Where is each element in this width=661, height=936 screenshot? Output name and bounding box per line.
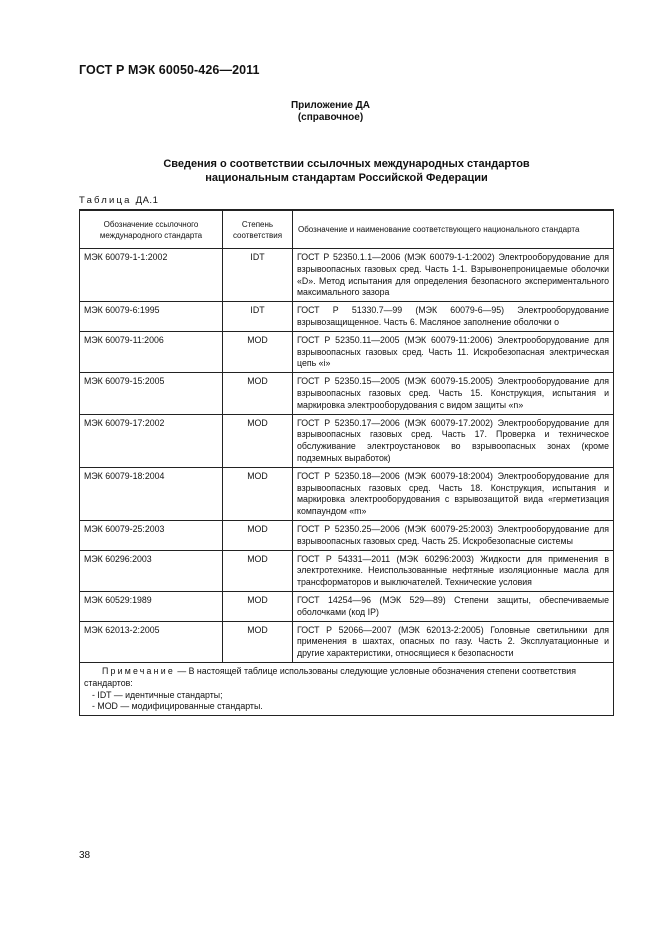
column-header-degree: Степень соответствия xyxy=(223,210,293,249)
section-title-line-1: Сведения о соответствии ссылочных международных стандартов xyxy=(163,158,530,170)
national-standard-cell: ГОСТ Р 52350.11—2005 (МЭК 60079-11:2006) Электрооборудование для взрывоопасных газовых сред. Часть 11. Искробезопасная электрическая цепь «i» xyxy=(293,331,614,372)
degree-cell: IDT xyxy=(223,302,293,332)
table-header-row xyxy=(80,210,614,249)
national-standard-cell: ГОСТ Р 52350.15—2005 (МЭК 60079-15.2005) Электрооборудование для взрывоопасных газовых сред. Часть 15. Конструкция, испытания и маркировка электрооборудования с видом защиты «n» xyxy=(293,373,614,414)
correspondence-table xyxy=(79,209,614,716)
annex-subtitle: (справочное) xyxy=(297,112,364,123)
section-title xyxy=(79,157,614,185)
national-standard-cell: ГОСТ Р 54331—2011 (МЭК 60296:2003) Жидкости для применения в электротехнике. Неиспользованные нефтяные изоляционные масла для трансформаторов и выключателей. Технические условия xyxy=(293,550,614,591)
national-standard-cell: ГОСТ Р 51330.7—99 (МЭК 60079-6—95) Электрооборудование взрывозащищенное. Часть 6. Масляное заполнение оболочки о xyxy=(293,302,614,332)
degree-cell: MOD xyxy=(223,331,293,372)
national-standard-cell: ГОСТ 14254—96 (МЭК 529—89) Степени защиты, обеспечиваемые оболочками (код IP) xyxy=(293,591,614,621)
table-row xyxy=(80,520,614,550)
degree-cell: MOD xyxy=(223,373,293,414)
national-standard-cell: ГОСТ Р 52066—2007 (МЭК 62013-2:2005) Головные светильники для применения в шахтах, опасных по газу. Часть 2. Эксплуатационные и другие характеристики, относящиеся к безопасности xyxy=(293,621,614,662)
degree-cell: MOD xyxy=(223,414,293,467)
note-item-mod: - MOD — модифицированные стандарты. xyxy=(92,701,263,712)
annex-title: Приложение ДА xyxy=(290,100,371,111)
table-caption-number: ДА.1 xyxy=(135,195,159,206)
intl-standard-cell: МЭК 60079-6:1995 xyxy=(80,302,223,332)
degree-cell: MOD xyxy=(223,520,293,550)
table-row xyxy=(80,591,614,621)
table-row xyxy=(80,302,614,332)
table-caption-word: Таблица xyxy=(79,195,132,206)
intl-standard-cell: МЭК 60529:1989 xyxy=(80,591,223,621)
degree-cell: MOD xyxy=(223,550,293,591)
degree-cell: MOD xyxy=(223,467,293,520)
table-note-row xyxy=(80,662,614,715)
intl-standard-cell: МЭК 60079-25:2003 xyxy=(80,520,223,550)
intl-standard-cell: МЭК 62013-2:2005 xyxy=(80,621,223,662)
intl-standard-cell: МЭК 60296:2003 xyxy=(80,550,223,591)
table-row xyxy=(80,550,614,591)
intl-standard-cell: МЭК 60079-1-1:2002 xyxy=(80,249,223,302)
intl-standard-cell: МЭК 60079-17:2002 xyxy=(80,414,223,467)
column-header-national-standard: Обозначение и наименование соответствующего национального стандарта xyxy=(293,210,614,249)
table-row xyxy=(80,331,614,372)
note-text: — В настоящей таблице использованы следующие условные обозначения степени соответствия стандартов: xyxy=(84,665,576,688)
table-note xyxy=(80,662,614,715)
intl-standard-cell: МЭК 60079-11:2006 xyxy=(80,331,223,372)
national-standard-cell: ГОСТ Р 52350.25—2006 (МЭК 60079-25:2003) Электрооборудование для взрывоопасных газовых сред. Часть 25. Искробезопасные системы xyxy=(293,520,614,550)
table-row xyxy=(80,373,614,414)
note-paragraph xyxy=(84,666,609,690)
annex-heading xyxy=(0,100,661,124)
degree-cell: MOD xyxy=(223,591,293,621)
national-standard-cell: ГОСТ Р 52350.1.1—2006 (МЭК 60079-1-1:2002) Электрооборудование для взрывоопасных газовых сред. Часть 1-1. Взрывонепроницаемые оболочки «D». Метод испытания для определения безопасного экспериментального максимального зазора xyxy=(293,249,614,302)
table-row xyxy=(80,621,614,662)
degree-cell: MOD xyxy=(223,621,293,662)
note-item-idt: - IDT — идентичные стандарты; xyxy=(92,689,223,700)
table-row xyxy=(80,467,614,520)
intl-standard-cell: МЭК 60079-18:2004 xyxy=(80,467,223,520)
national-standard-cell: ГОСТ Р 52350.18—2006 (МЭК 60079-18:2004) Электрооборудование для взрывоопасных газовых сред. Часть 18. Конструкция, испытания и маркировка электрооборудования с взрывозащитой вида «герметизация компаундом «m» xyxy=(293,467,614,520)
column-header-intl-standard: Обозначение ссылочного международного стандарта xyxy=(80,210,223,249)
intl-standard-cell: МЭК 60079-15:2005 xyxy=(80,373,223,414)
table-row xyxy=(80,249,614,302)
page-number: 38 xyxy=(79,850,91,861)
table-caption xyxy=(79,195,158,206)
document-code: ГОСТ Р МЭК 60050-426—2011 xyxy=(79,63,260,77)
degree-cell: IDT xyxy=(223,249,293,302)
national-standard-cell: ГОСТ Р 52350.17—2006 (МЭК 60079-17.2002) Электрооборудование для взрывоопасных газовых сред. Часть 17. Проверка и техническое обслуживание электроустановок во взрывоопасных зонах (кроме подземных выработок) xyxy=(293,414,614,467)
section-title-line-2: национальным стандартам Российской Федерации xyxy=(205,172,488,184)
table-row xyxy=(80,414,614,467)
note-label: Примечание xyxy=(102,665,175,676)
